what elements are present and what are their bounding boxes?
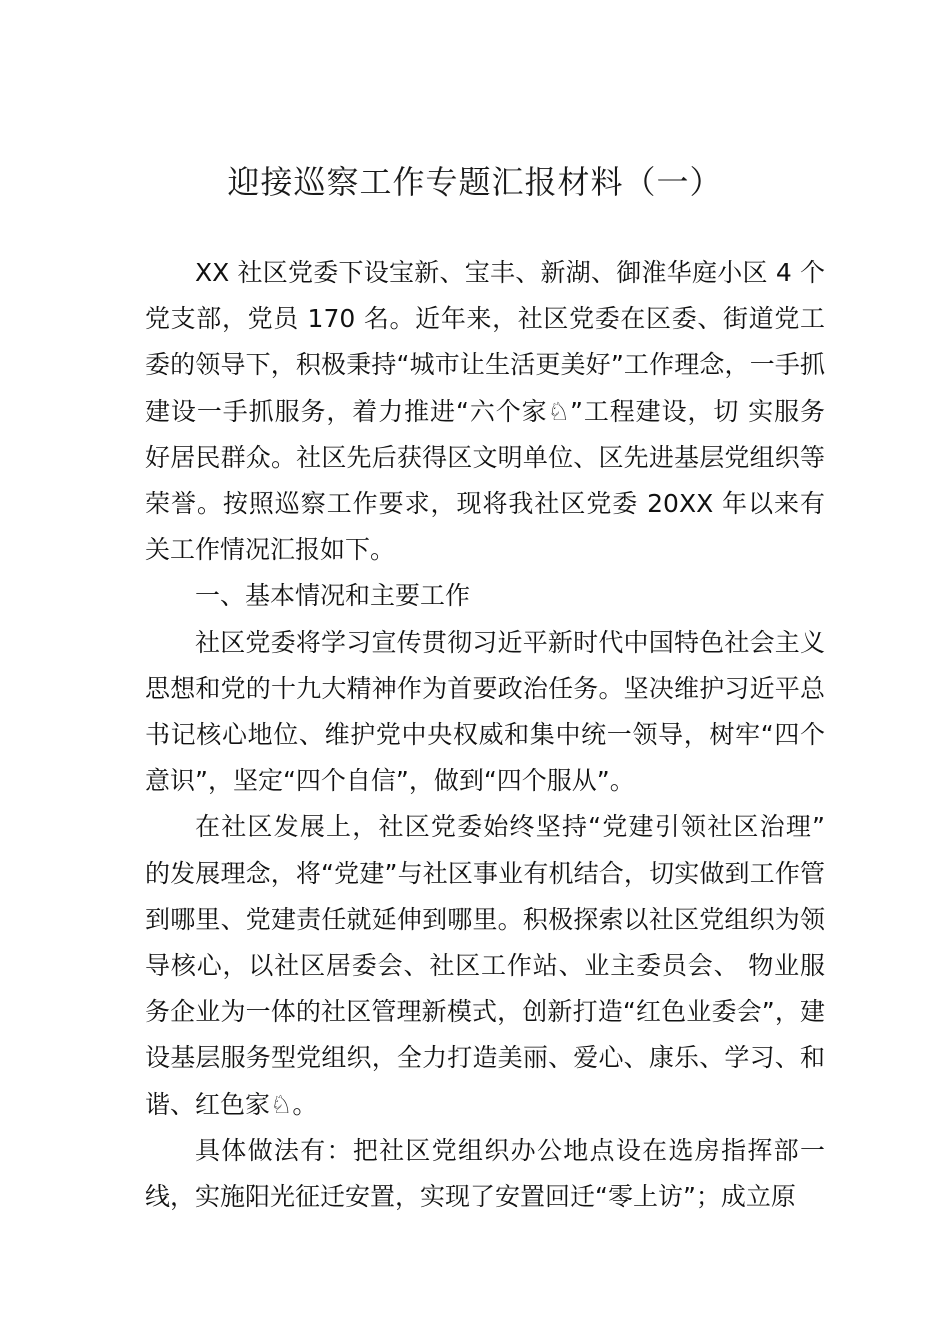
paragraph-specific-practices: 具体做法有：把社区党组织办公地点设在选房指挥部一线，实施阳光征迁安置，实现了安置回迁“零上访”；成立原 [145, 1135, 825, 1212]
paragraph-intro: XX 社区党委下设宝新、宝丰、新湖、御淮华庭小区 4 个党支部，党员 170 名。近年来，社区党委在区委、街道党工委的领导下，积极秉持“城市让生活更美好”工作理念，一手抓建设一手抓服务，着力推进“六个家♘”工程建设，切 实服务好居民群众。社区先后获得区文明单位、区先进基层党组织等荣誉。按照巡察工作要求，现将我社区党委 20XX 年以来有关工作情况汇报如下。 [145, 258, 825, 565]
paragraph-community-development: 在社区发展上，社区党委始终坚持“党建引领社区治理” 的发展理念，将“党建”与社区事业有机结合，切实做到工作管到哪里、党建责任就延伸到哪里。积极探索以社区党组织为领导核心，以社区居委会、社区工作站、业主委员会、 物业服务企业为一体的社区管理新模式，创新打造“红色业委会”，建设基层服务型党组织，全力打造美丽、爱心、康乐、学习、和谐、红色家♘。 [145, 812, 825, 1119]
document-title: 迎接巡察工作专题汇报材料（一） [227, 163, 723, 201]
section-heading: 一、基本情况和主要工作 [195, 581, 471, 611]
paragraph-political-task: 社区党委将学习宣传贯彻习近平新时代中国特色社会主义思想和党的十九大精神作为首要政治任务。坚决维护习近平总书记核心地位、维护党中央权威和集中统一领导，树牢“四个意识”，坚定“四个自信”，做到“四个服从”。 [145, 627, 825, 796]
document-body [145, 250, 825, 1220]
